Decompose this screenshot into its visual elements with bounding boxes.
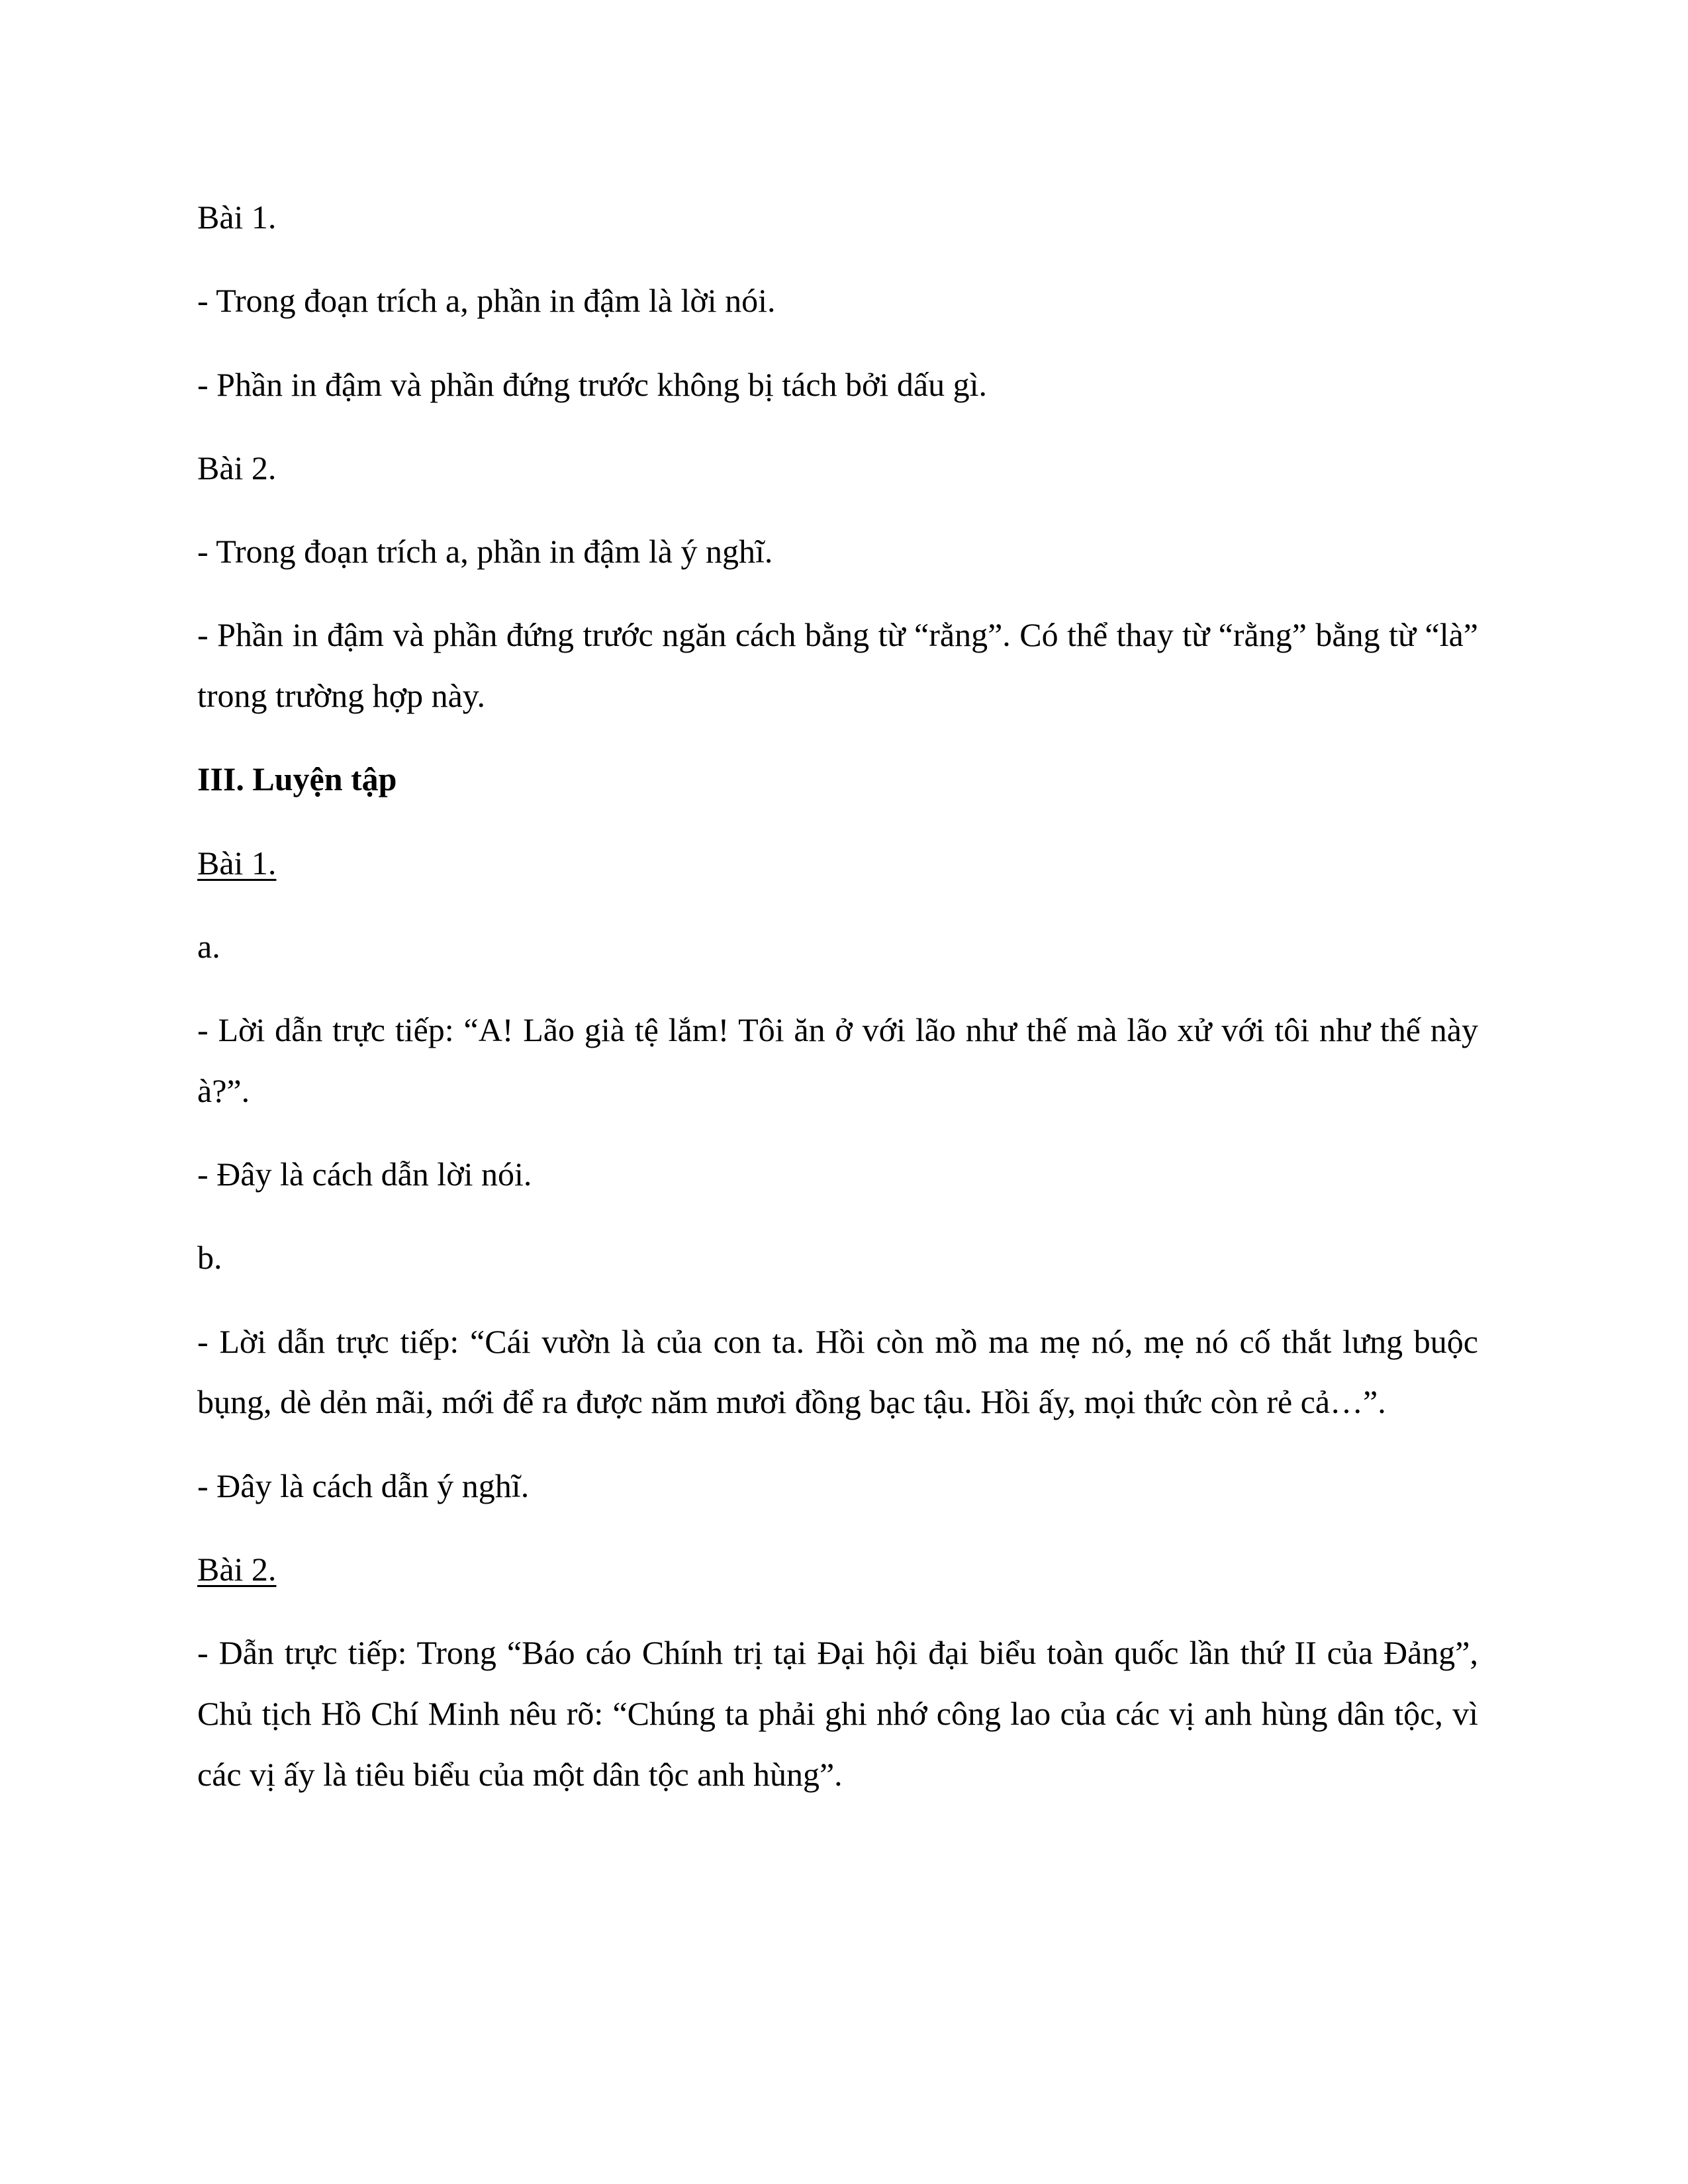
- exercise-heading-bai-1: Bài 1.: [197, 844, 277, 882]
- paragraph-line: à?”.: [197, 1072, 250, 1109]
- paragraph-line: - Lời dẫn trực tiếp: “Cái vườn là của con ta. Hồi còn mồ ma mẹ nó, mẹ nó cố thắt lưng buộc: [197, 1323, 1478, 1360]
- heading-bai-1: Bài 1.: [197, 199, 277, 236]
- heading-bai-2: Bài 2.: [197, 449, 277, 486]
- paragraph-line: Chủ tịch Hồ Chí Minh nêu rõ: “Chúng ta phải ghi nhớ công lao của các vị anh hùng dân tộc, vì: [197, 1695, 1478, 1732]
- exercise-heading-bai-2: Bài 2.: [197, 1551, 277, 1588]
- paragraph-line: - Dẫn trực tiếp: Trong “Báo cáo Chính trị tại Đại hội đại biểu toàn quốc lần thứ II của Đảng”,: [197, 1634, 1478, 1671]
- paragraph-line: bụng, dè dẻn mãi, mới để ra được năm mươi đồng bạc tậu. Hồi ấy, mọi thức còn rẻ cả…”.: [197, 1383, 1386, 1420]
- paragraph-line: - Lời dẫn trực tiếp: “A! Lão già tệ lắm! Tôi ăn ở với lão như thế mà lão xử với tôi như thế này: [197, 1011, 1478, 1048]
- item-label-a: a.: [197, 928, 220, 965]
- paragraph-line: - Đây là cách dẫn ý nghĩ.: [197, 1467, 530, 1504]
- paragraph-line: các vị ấy là tiêu biểu của một dân tộc anh hùng”.: [197, 1756, 843, 1793]
- paragraph-line: - Phần in đậm và phần đứng trước không bị tách bởi dấu gì.: [197, 366, 987, 403]
- paragraph-line: - Phần in đậm và phần đứng trước ngăn cách bằng từ “rằng”. Có thể thay từ “rằng” bằng từ “là”: [197, 616, 1478, 653]
- item-label-b: b.: [197, 1239, 222, 1276]
- section-heading-luyen-tap: III. Luyện tập: [197, 760, 397, 797]
- paragraph-line: - Đây là cách dẫn lời nói.: [197, 1156, 532, 1193]
- paragraph-line: trong trường hợp này.: [197, 677, 486, 714]
- paragraph-line: - Trong đoạn trích a, phần in đậm là lời nói.: [197, 282, 776, 319]
- paragraph-line: - Trong đoạn trích a, phần in đậm là ý nghĩ.: [197, 533, 773, 570]
